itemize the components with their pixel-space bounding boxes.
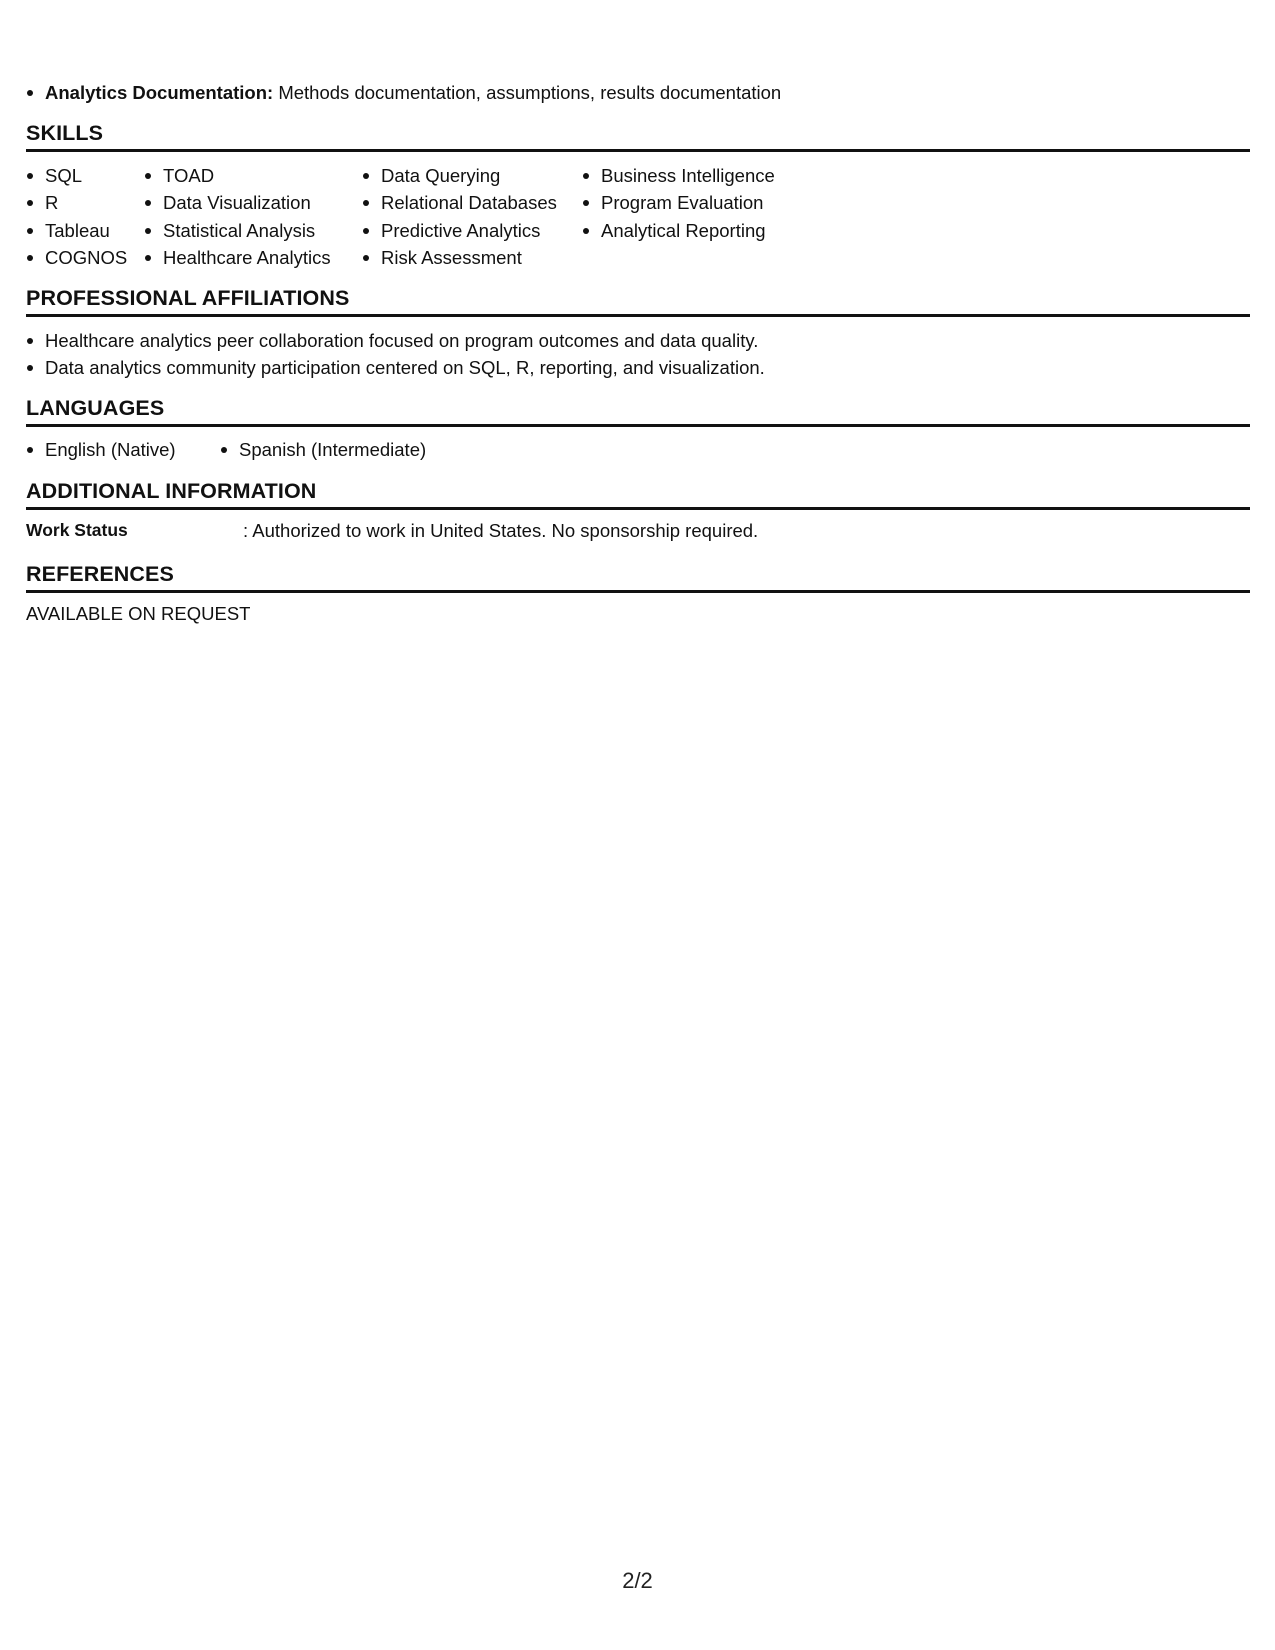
skill-item: Data Querying bbox=[362, 162, 582, 189]
skill-item: Data Visualization bbox=[144, 189, 362, 216]
skill-item: TOAD bbox=[144, 162, 362, 189]
languages-heading: LANGUAGES bbox=[26, 395, 1250, 427]
language-item: Spanish (Intermediate) bbox=[220, 436, 426, 463]
skills-grid bbox=[26, 162, 802, 271]
skill-item: COGNOS bbox=[26, 244, 144, 271]
work-status-label: Work Status bbox=[26, 520, 128, 540]
skills-column-1 bbox=[26, 162, 144, 271]
skill-item: Healthcare Analytics bbox=[144, 244, 362, 271]
skill-item: R bbox=[26, 189, 144, 216]
language-item: English (Native) bbox=[26, 436, 220, 463]
additional-information-heading: ADDITIONAL INFORMATION bbox=[26, 478, 1250, 510]
skills-heading: SKILLS bbox=[26, 120, 1250, 152]
references-heading: REFERENCES bbox=[26, 561, 1250, 593]
skills-column-2 bbox=[144, 162, 362, 271]
analytics-documentation-text: Methods documentation, assumptions, results documentation bbox=[273, 82, 782, 103]
work-status-row bbox=[26, 517, 758, 544]
skill-item: SQL bbox=[26, 162, 144, 189]
skill-item: Business Intelligence bbox=[582, 162, 802, 189]
skill-item: Program Evaluation bbox=[582, 189, 802, 216]
professional-affiliations-heading: PROFESSIONAL AFFILIATIONS bbox=[26, 285, 1250, 317]
analytics-documentation-label: Analytics Documentation: bbox=[45, 82, 274, 103]
affiliation-item: Data analytics community participation centered on SQL, R, reporting, and visualization. bbox=[26, 354, 765, 381]
skills-column-4 bbox=[582, 162, 802, 271]
skill-item: Analytical Reporting bbox=[582, 217, 802, 244]
analytics-documentation-item bbox=[26, 79, 781, 106]
languages-list bbox=[26, 436, 426, 463]
skill-item: Statistical Analysis bbox=[144, 217, 362, 244]
affiliation-item: Healthcare analytics peer collaboration focused on program outcomes and data quality. bbox=[26, 327, 765, 354]
references-text: AVAILABLE ON REQUEST bbox=[26, 603, 251, 624]
skills-column-3 bbox=[362, 162, 582, 271]
work-status-value: : Authorized to work in United States. No sponsorship required. bbox=[243, 520, 759, 541]
skill-item: Relational Databases bbox=[362, 189, 582, 216]
skill-item: Risk Assessment bbox=[362, 244, 582, 271]
skill-item: Predictive Analytics bbox=[362, 217, 582, 244]
affiliations-list bbox=[26, 327, 765, 381]
page-number: 2/2 bbox=[622, 1568, 653, 1593]
skill-item: Tableau bbox=[26, 217, 144, 244]
